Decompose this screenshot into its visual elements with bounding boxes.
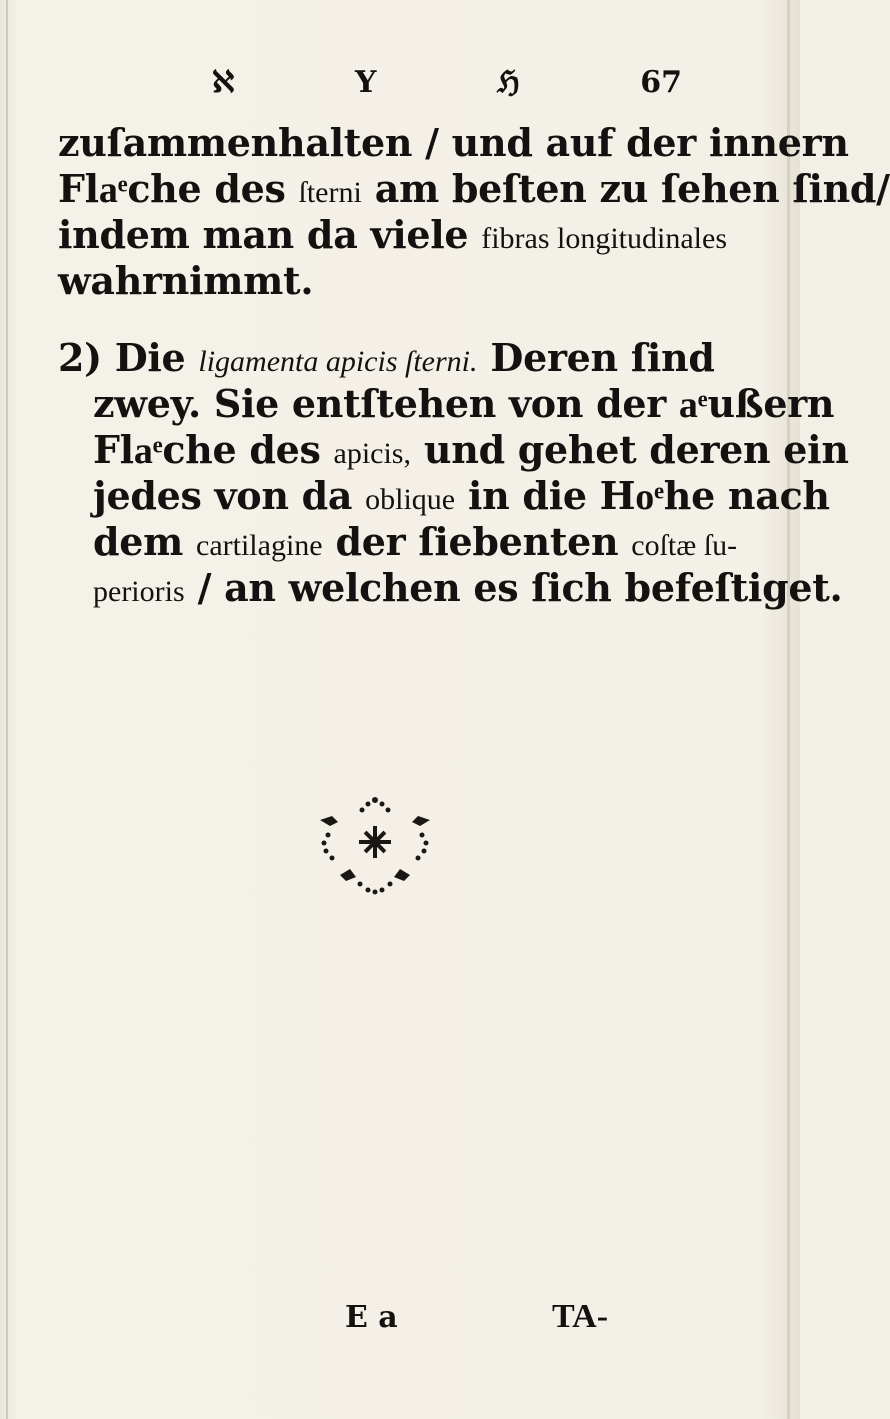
text-line: zuſammenhalten / und auf der innern [58,120,849,165]
catchword: TA- [552,1298,609,1335]
page-number: 67 [640,64,682,100]
text-line: indem man da viele fibras longitudinales [58,212,727,257]
text-line: Flaͤche des ſterni am beſten zu ſehen ſind/ [58,166,890,211]
signature-mark: E a [345,1300,398,1335]
printers-flower-ornament-icon [300,780,450,910]
text-line: 2) Die ligamenta apicis ſterni. Deren ſind [58,335,715,380]
list-marker: 2) [58,335,115,380]
page-edge-left [6,0,8,1419]
text-line: perioris / an welchen es ſich befeſtiget. [93,565,843,610]
text-line: zwey. Sie entſtehen von der aͤußern [93,381,835,426]
running-header [212,62,682,102]
text-line: dem cartilagine der ſiebenten coſtæ ſu- [93,519,738,564]
paragraph-ligamenta [58,335,849,611]
text-line: wahrnimmt. [58,258,314,303]
page-edge-right [787,0,790,1419]
text-line: jedes von da oblique in die Hoͤhe nach [93,473,830,518]
text-line: Flaͤche des apicis, und gehet deren ein [93,427,849,472]
header-mark-1: ℵ [212,64,235,100]
header-mark-2: Y [354,64,377,100]
paragraph-continuation [58,120,890,304]
header-mark-3: ℌ [497,64,520,100]
